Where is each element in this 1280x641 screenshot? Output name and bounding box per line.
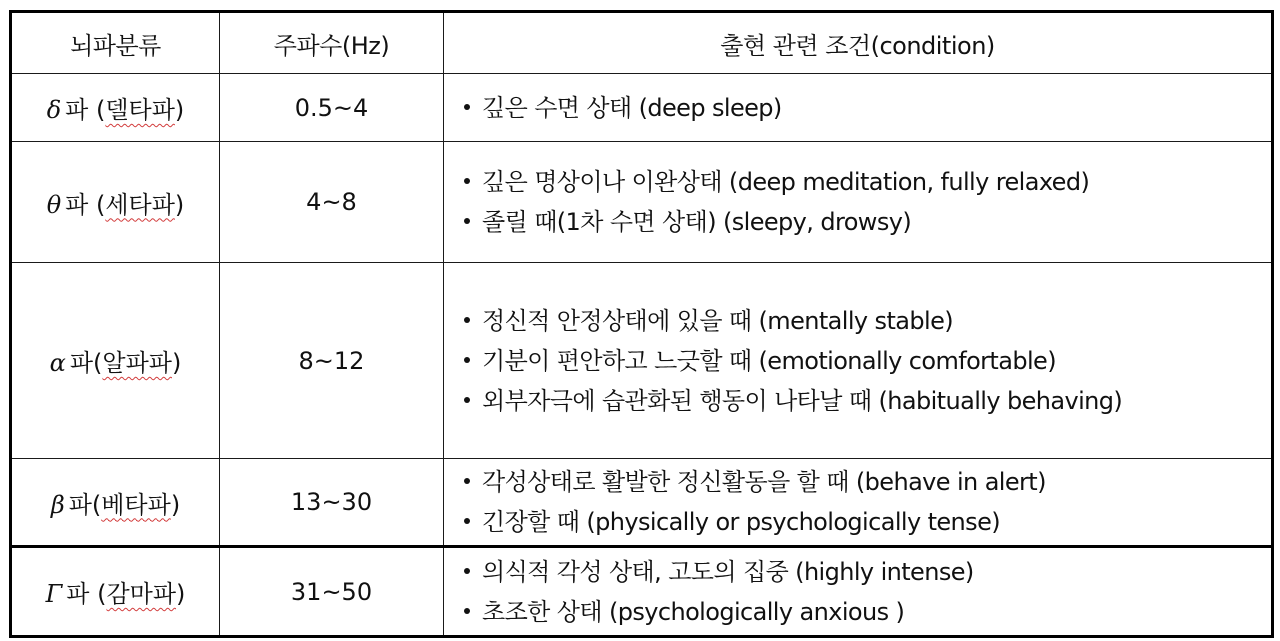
table-row-beta bbox=[11, 459, 1273, 547]
bullet-icon bbox=[464, 568, 470, 574]
condition-item bbox=[464, 88, 1271, 128]
condition-cell bbox=[444, 459, 1273, 547]
condition-cell bbox=[444, 142, 1273, 263]
condition-text: 의식적 각성 상태, 고도의 집중 (highly intense) bbox=[482, 557, 974, 586]
frequency-cell: 31~50 bbox=[220, 547, 444, 637]
wave-type-cell bbox=[11, 459, 220, 547]
table-row-delta bbox=[11, 74, 1273, 142]
condition-list bbox=[464, 162, 1271, 242]
condition-item bbox=[464, 381, 1271, 421]
table-row-alpha bbox=[11, 263, 1273, 459]
condition-item bbox=[464, 592, 1271, 632]
wave-name-prefix: 파 ( bbox=[65, 190, 106, 219]
condition-list bbox=[464, 301, 1271, 421]
wave-symbol: δ bbox=[46, 96, 62, 124]
frequency-cell: 8~12 bbox=[220, 263, 444, 459]
condition-item bbox=[464, 341, 1271, 381]
condition-text: 깊은 수면 상태 (deep sleep) bbox=[482, 93, 782, 122]
bullet-icon bbox=[464, 218, 470, 224]
wave-name: 감마파 bbox=[106, 580, 177, 608]
header-condition: 출현 관련 조건(condition) bbox=[444, 12, 1273, 74]
wave-name-prefix: 파( bbox=[68, 490, 102, 519]
wave-name: 알파파 bbox=[102, 349, 172, 377]
condition-item bbox=[464, 202, 1271, 242]
header-row bbox=[11, 12, 1273, 74]
frequency-cell: 13~30 bbox=[220, 459, 444, 547]
condition-text: 깊은 명상이나 이완상태 (deep meditation, fully relaxed) bbox=[482, 168, 1090, 196]
wave-name-suffix: ) bbox=[174, 96, 185, 124]
condition-list bbox=[464, 88, 1271, 128]
wave-name-prefix: 파 ( bbox=[66, 580, 107, 608]
wave-name-suffix: ) bbox=[171, 349, 182, 377]
condition-list bbox=[464, 552, 1271, 632]
table-row-gamma bbox=[11, 547, 1273, 637]
condition-item bbox=[464, 301, 1271, 341]
condition-text: 졸릴 때(1차 수면 상태) (sleepy, drowsy) bbox=[482, 208, 912, 236]
wave-type-cell bbox=[11, 547, 220, 637]
bullet-icon bbox=[464, 357, 470, 363]
condition-item bbox=[464, 162, 1271, 202]
wave-type-cell bbox=[11, 74, 220, 142]
condition-cell bbox=[444, 547, 1273, 637]
condition-cell bbox=[444, 263, 1273, 459]
wave-name-suffix: ) bbox=[174, 190, 185, 219]
condition-text: 정신적 안정상태에 있을 때 (mentally stable) bbox=[482, 306, 953, 335]
condition-item bbox=[464, 552, 1271, 592]
wave-symbol: θ bbox=[46, 190, 62, 219]
condition-list bbox=[464, 462, 1271, 542]
wave-symbol: Γ bbox=[45, 580, 63, 608]
brainwave-table bbox=[9, 10, 1274, 638]
table-row-theta bbox=[11, 142, 1273, 263]
condition-text: 각성상태로 활발한 정신활동을 할 때 (behave in alert) bbox=[482, 468, 1046, 496]
wave-symbol: α bbox=[49, 349, 66, 377]
header-frequency: 주파수(Hz) bbox=[220, 12, 444, 74]
wave-type-cell bbox=[11, 142, 220, 263]
frequency-cell: 0.5~4 bbox=[220, 74, 444, 142]
bullet-icon bbox=[464, 608, 470, 614]
bullet-icon bbox=[464, 178, 470, 184]
wave-name: 베타파 bbox=[101, 490, 171, 519]
condition-cell bbox=[444, 74, 1273, 142]
bullet-icon bbox=[464, 518, 470, 524]
wave-name-prefix: 파 ( bbox=[65, 96, 106, 124]
frequency-cell: 4~8 bbox=[220, 142, 444, 263]
bullet-icon bbox=[464, 397, 470, 403]
condition-text: 외부자극에 습관화된 행동이 나타날 때 (habitually behaving) bbox=[482, 386, 1123, 415]
condition-item bbox=[464, 462, 1271, 502]
wave-type-cell bbox=[11, 263, 220, 459]
condition-text: 긴장할 때 (physically or psychologically tense) bbox=[482, 508, 1001, 536]
bullet-icon bbox=[464, 478, 470, 484]
wave-name-prefix: 파( bbox=[69, 349, 103, 377]
bullet-icon bbox=[464, 104, 470, 110]
wave-name-suffix: ) bbox=[176, 580, 186, 608]
condition-text: 초조한 상태 (psychologically anxious ) bbox=[482, 597, 905, 626]
condition-item bbox=[464, 502, 1271, 542]
condition-text: 기분이 편안하고 느긋할 때 (emotionally comfortable) bbox=[482, 346, 1056, 375]
bullet-icon bbox=[464, 317, 470, 323]
wave-name-suffix: ) bbox=[170, 490, 181, 519]
wave-name: 세타파 bbox=[105, 190, 175, 219]
header-wave-type: 뇌파분류 bbox=[11, 12, 220, 74]
wave-name: 델타파 bbox=[105, 96, 175, 124]
wave-symbol: β bbox=[50, 490, 65, 519]
